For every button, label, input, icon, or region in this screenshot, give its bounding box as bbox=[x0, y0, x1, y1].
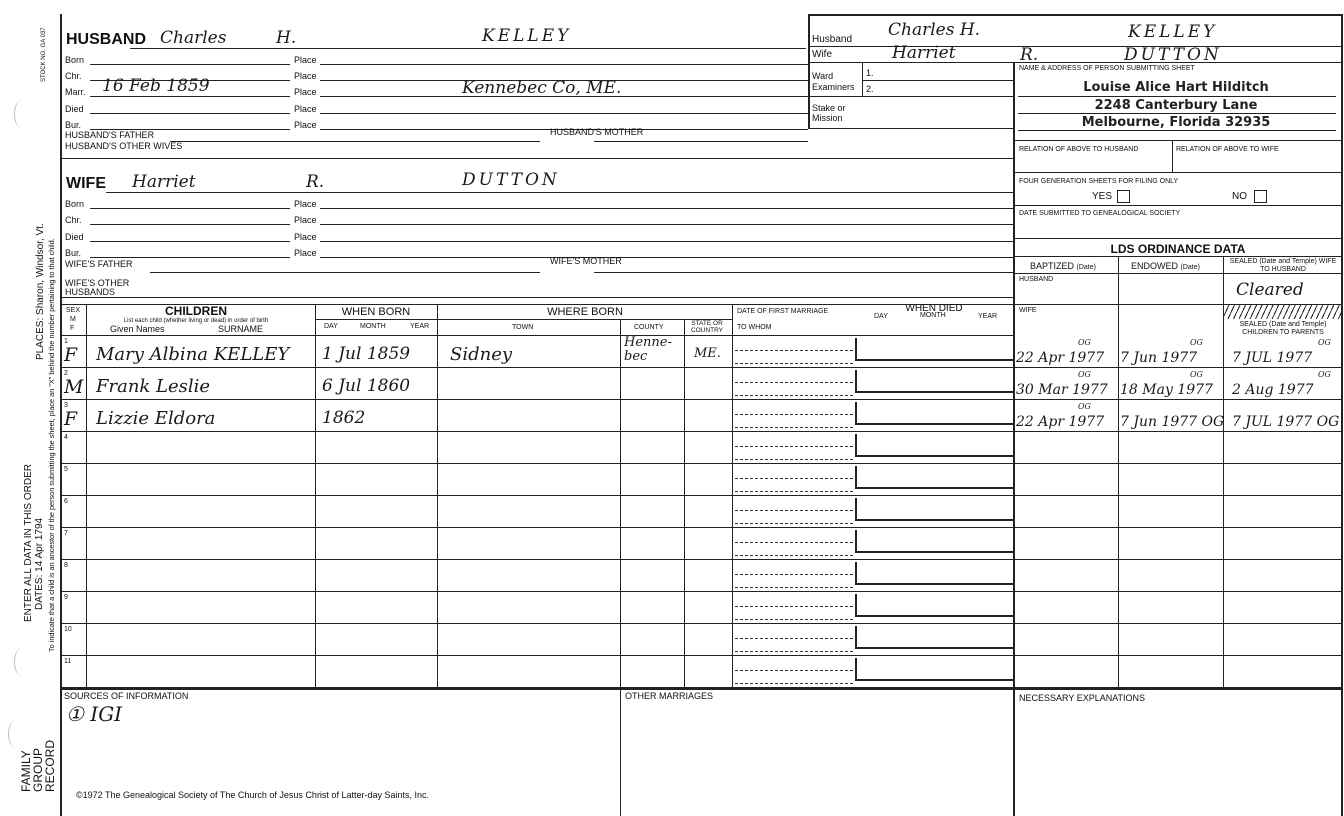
wife-surname: DUTTON bbox=[462, 170, 560, 190]
child-endowed: 7 Jun 1977 OG bbox=[1120, 414, 1225, 430]
surname-header: SURNAME bbox=[218, 324, 264, 334]
punch-hole bbox=[14, 648, 29, 676]
table-row bbox=[60, 655, 1343, 656]
child-sex: F bbox=[64, 408, 78, 430]
husband-marriage-date: 16 Feb 1859 bbox=[102, 76, 210, 96]
to-whom-line bbox=[735, 587, 853, 588]
first-marriage-line bbox=[735, 382, 853, 383]
child-baptized: 22 Apr 1977 bbox=[1016, 350, 1105, 366]
child-name: Lizzie Eldora bbox=[96, 408, 216, 429]
explanations-label: NECESSARY EXPLANATIONS bbox=[1019, 693, 1146, 703]
submitter-label: NAME & ADDRESS OF PERSON SUBMITTING SHEET bbox=[1019, 65, 1195, 72]
child-sealed-mark: OG bbox=[1318, 338, 1331, 347]
died-line bbox=[855, 583, 1013, 585]
four-generation-label: FOUR GENERATION SHEETS FOR FILING ONLY bbox=[1019, 178, 1179, 185]
child-sealed: 2 Aug 1977 bbox=[1232, 382, 1314, 398]
table-row bbox=[60, 591, 1343, 592]
child-sex: M bbox=[64, 376, 84, 398]
top-border bbox=[808, 14, 1343, 16]
town-header: TOWN bbox=[512, 324, 534, 331]
table-row bbox=[60, 463, 1343, 464]
child-number: 7 bbox=[64, 530, 68, 537]
husband-born-label: Born bbox=[65, 55, 85, 65]
child-sealed: 7 JUL 1977 OG bbox=[1232, 414, 1340, 430]
examiner-1: 1. bbox=[866, 68, 874, 78]
sealed-wife-header: SEALED (Date and Temple) WIFE TO HUSBAND bbox=[1229, 258, 1337, 273]
husband-label: HUSBAND bbox=[66, 31, 146, 48]
child-number: 11 bbox=[64, 658, 72, 665]
born-month-header: MONTH bbox=[360, 323, 386, 330]
husband-marr-label: Marr. bbox=[65, 87, 86, 97]
husband-given-name: Charles bbox=[160, 28, 227, 48]
first-marriage-line bbox=[735, 478, 853, 479]
submitter-street: 2248 Canterbury Lane bbox=[1094, 98, 1258, 113]
child-endowed-mark: OG bbox=[1190, 370, 1203, 379]
to-whom-line bbox=[735, 363, 853, 364]
right-wife-label: Wife bbox=[812, 49, 832, 60]
first-marriage-line bbox=[735, 510, 853, 511]
stake-label: Stake or bbox=[812, 103, 846, 113]
wife-bur-label: Bur. bbox=[65, 248, 82, 258]
right-wife-name: Harriet bbox=[892, 43, 956, 63]
husband-chr-place-label: Place bbox=[294, 71, 317, 81]
table-row bbox=[60, 559, 1343, 560]
lds-ordinance-title: LDS ORDINANCE DATA bbox=[1110, 242, 1246, 256]
husband-surname: KELLEY bbox=[482, 26, 572, 46]
died-line bbox=[855, 455, 1013, 457]
wife-other-husbands-label: WIFE'S OTHER HUSBANDS bbox=[65, 278, 130, 297]
wife-label: WIFE bbox=[66, 175, 106, 192]
where-born-header: WHERE BORN bbox=[547, 306, 623, 318]
husband-born-place-label: Place bbox=[294, 55, 317, 65]
wife-mother-label: WIFE'S MOTHER bbox=[550, 256, 622, 266]
child-number: 2 bbox=[64, 370, 68, 377]
sources-label: SOURCES OF INFORMATION bbox=[64, 691, 189, 701]
died-bracket bbox=[855, 626, 857, 648]
county-header: COUNTY bbox=[634, 324, 664, 331]
right-husband-surname: KELLEY bbox=[1128, 22, 1218, 42]
first-marriage-header: DATE OF FIRST MARRIAGE bbox=[737, 308, 829, 315]
child-birth-town: Sidney bbox=[450, 344, 513, 365]
first-marriage-line bbox=[735, 670, 853, 671]
places-note: PLACES: Sharon, Windsor, Vt. bbox=[35, 223, 46, 360]
to-whom-line bbox=[735, 459, 853, 460]
husband-middle-initial: H. bbox=[276, 28, 297, 48]
first-marriage-line bbox=[735, 446, 853, 447]
mission-label: Mission bbox=[812, 113, 843, 123]
baptized-header: BAPTIZED (Date) bbox=[1030, 261, 1096, 271]
child-sealed-mark: OG bbox=[1318, 370, 1331, 379]
died-line bbox=[855, 679, 1013, 681]
child-baptized: 30 Mar 1977 bbox=[1016, 382, 1108, 398]
wife-middle-initial: R. bbox=[306, 172, 325, 192]
child-name: Mary Albina KELLEY bbox=[96, 344, 290, 365]
died-bracket bbox=[855, 370, 857, 392]
child-sealed: 7 JUL 1977 bbox=[1232, 350, 1313, 366]
husband-died-label: Died bbox=[65, 104, 84, 114]
first-marriage-line bbox=[735, 542, 853, 543]
wife-born-place-label: Place bbox=[294, 199, 317, 209]
family-group-record-title: FAMILY GROUP RECORD bbox=[19, 739, 57, 792]
died-bracket bbox=[855, 498, 857, 520]
child-endowed: 18 May 1977 bbox=[1120, 382, 1213, 398]
first-marriage-line bbox=[735, 414, 853, 415]
child-baptized: 22 Apr 1977 bbox=[1016, 414, 1105, 430]
child-number: 9 bbox=[64, 594, 68, 601]
died-bracket bbox=[855, 562, 857, 584]
husband-bur-place-label: Place bbox=[294, 120, 317, 130]
sources-value: ① IGI bbox=[66, 702, 123, 726]
hatched-area bbox=[1224, 305, 1341, 319]
wife-died-place-label: Place bbox=[294, 232, 317, 242]
to-whom-line bbox=[735, 523, 853, 524]
died-bracket bbox=[855, 658, 857, 680]
right-wife-surname: DUTTON bbox=[1124, 45, 1222, 65]
died-year-header: YEAR bbox=[978, 313, 998, 320]
first-marriage-line bbox=[735, 350, 853, 351]
child-number: 3 bbox=[64, 402, 68, 409]
table-row bbox=[60, 399, 1343, 400]
ward-label: Ward bbox=[812, 71, 834, 81]
first-marriage-line bbox=[735, 574, 853, 575]
died-line bbox=[855, 391, 1013, 393]
table-row bbox=[60, 527, 1343, 528]
husband-marr-place-label: Place bbox=[294, 87, 317, 97]
stock-number: STOCK NO. GA 037 bbox=[41, 27, 47, 82]
to-whom-line bbox=[735, 651, 853, 652]
child-endowed-mark: OG bbox=[1190, 338, 1203, 347]
wife-father-label: WIFE'S FATHER bbox=[65, 259, 133, 269]
table-row bbox=[60, 623, 1343, 624]
died-bracket bbox=[855, 402, 857, 424]
child-number: 8 bbox=[64, 562, 68, 569]
form-right-border bbox=[1341, 14, 1343, 816]
died-bracket bbox=[855, 338, 857, 360]
child-number: 6 bbox=[64, 498, 68, 505]
died-bracket bbox=[855, 466, 857, 488]
punch-hole bbox=[14, 100, 29, 128]
husband-died-place-label: Place bbox=[294, 104, 317, 114]
died-line bbox=[855, 487, 1013, 489]
husband-marriage-place: Kennebec Co, ME. bbox=[462, 78, 622, 98]
child-birth-county: Henne-bec bbox=[624, 335, 672, 364]
to-whom-line bbox=[735, 619, 853, 620]
child-sex: F bbox=[64, 344, 78, 366]
first-marriage-line bbox=[735, 606, 853, 607]
table-row bbox=[60, 495, 1343, 496]
died-month-header: MONTH bbox=[920, 312, 946, 319]
born-year-header: YEAR bbox=[410, 323, 430, 330]
died-line bbox=[855, 359, 1013, 361]
form-left-border bbox=[60, 14, 62, 816]
wife-bur-place-label: Place bbox=[294, 248, 317, 258]
to-whom-header: TO WHOM bbox=[737, 324, 772, 331]
copyright-notice: ©1972 The Genealogical Society of The Church of Jesus Christ of Latter-day Saints, Inc. bbox=[76, 790, 429, 800]
sex-f: F bbox=[70, 325, 75, 332]
children-note: List each child (whether living or dead) in order of birth bbox=[123, 318, 269, 324]
sex-m: M bbox=[70, 316, 76, 323]
table-row bbox=[60, 431, 1343, 432]
lds-husband-label: HUSBAND bbox=[1019, 276, 1054, 283]
when-born-header: WHEN BORN bbox=[341, 306, 411, 318]
right-wife-middle: R. bbox=[1020, 45, 1039, 65]
endowed-header: ENDOWED (Date) bbox=[1131, 261, 1200, 271]
husband-bur-label: Bur. bbox=[65, 120, 82, 130]
wife-given-name: Harriet bbox=[132, 172, 196, 192]
wife-died-label: Died bbox=[65, 232, 84, 242]
born-day-header: DAY bbox=[324, 323, 338, 330]
ancestor-instructions: To indicate that a child is an ancestor of the person submitting the sheet, place an "X" behind the number pertaining to that child. bbox=[47, 238, 56, 652]
died-day-header: DAY bbox=[874, 313, 888, 320]
examiner-2: 2. bbox=[866, 84, 874, 94]
child-baptized-mark: OG bbox=[1078, 338, 1091, 347]
died-line bbox=[855, 519, 1013, 521]
died-line bbox=[855, 647, 1013, 649]
child-number: 4 bbox=[64, 434, 68, 441]
child-baptized-mark: OG bbox=[1078, 370, 1091, 379]
enter-all-note: ENTER ALL DATA IN THIS ORDER bbox=[23, 464, 34, 622]
no-label: NO bbox=[1232, 191, 1247, 202]
right-husband-label: Husband bbox=[812, 34, 853, 45]
yes-label: YES bbox=[1092, 191, 1113, 202]
child-birth-date: 1862 bbox=[322, 408, 366, 428]
husband-chr-label: Chr. bbox=[65, 71, 82, 81]
other-marriages-label: OTHER MARRIAGES bbox=[625, 691, 714, 701]
died-bracket bbox=[855, 434, 857, 456]
husband-mother-label: HUSBAND'S MOTHER bbox=[550, 127, 644, 137]
given-names-header: Given Names bbox=[110, 324, 165, 334]
child-number: 1 bbox=[64, 338, 68, 345]
header-divider bbox=[808, 14, 810, 128]
child-birth-date: 6 Jul 1860 bbox=[322, 376, 411, 396]
wife-chr-place-label: Place bbox=[294, 215, 317, 225]
died-bracket bbox=[855, 594, 857, 616]
children-header: CHILDREN bbox=[165, 304, 227, 318]
right-husband-name: Charles H. bbox=[888, 20, 981, 40]
to-whom-line bbox=[735, 555, 853, 556]
child-number: 5 bbox=[64, 466, 68, 473]
to-whom-line bbox=[735, 395, 853, 396]
to-whom-line bbox=[735, 427, 853, 428]
child-birth-state: ME. bbox=[694, 346, 721, 361]
died-line bbox=[855, 423, 1013, 425]
child-number: 10 bbox=[64, 626, 72, 633]
died-line bbox=[855, 615, 1013, 617]
child-baptized-mark: OG bbox=[1078, 402, 1091, 411]
punch-hole bbox=[8, 720, 23, 748]
wife-born-label: Born bbox=[65, 199, 85, 209]
to-whom-line bbox=[735, 491, 853, 492]
husband-father-label: HUSBAND'S FATHER bbox=[65, 130, 155, 140]
died-bracket bbox=[855, 530, 857, 552]
right-panel-border bbox=[1013, 62, 1015, 816]
lds-wife-label: WIFE bbox=[1019, 307, 1037, 314]
submitter-name: Louise Alice Hart Hilditch bbox=[1083, 80, 1269, 95]
child-endowed: 7 Jun 1977 bbox=[1120, 350, 1198, 366]
first-marriage-line bbox=[735, 638, 853, 639]
date-submitted-label: DATE SUBMITTED TO GENEALOGICAL SOCIETY bbox=[1019, 210, 1181, 217]
husband-other-wives-label: HUSBAND'S OTHER WIVES bbox=[65, 141, 183, 151]
state-header: STATE OR COUNTRY bbox=[690, 320, 724, 334]
to-whom-line bbox=[735, 683, 853, 684]
wife-chr-label: Chr. bbox=[65, 215, 82, 225]
died-line bbox=[855, 551, 1013, 553]
dates-note: DATES: 14 Apr 1794 bbox=[34, 517, 45, 610]
examiners-label: Examiners bbox=[812, 82, 855, 92]
relation-to-wife-label: RELATION OF ABOVE TO WIFE bbox=[1176, 146, 1279, 153]
when-died-header: WHEN DIED bbox=[905, 303, 963, 314]
table-row bbox=[60, 367, 1343, 368]
yes-checkbox[interactable] bbox=[1117, 190, 1130, 203]
child-name: Frank Leslie bbox=[96, 376, 211, 397]
submitter-city: Melbourne, Florida 32935 bbox=[1081, 115, 1271, 130]
sealed-wife-value: Cleared bbox=[1236, 280, 1304, 300]
sex-header: SEX bbox=[66, 307, 81, 314]
relation-to-husband-label: RELATION OF ABOVE TO HUSBAND bbox=[1019, 146, 1139, 153]
no-checkbox[interactable] bbox=[1254, 190, 1267, 203]
sealed-children-header: SEALED (Date and Temple) CHILDREN TO PARENTS bbox=[1239, 321, 1327, 336]
child-birth-date: 1 Jul 1859 bbox=[322, 344, 411, 364]
